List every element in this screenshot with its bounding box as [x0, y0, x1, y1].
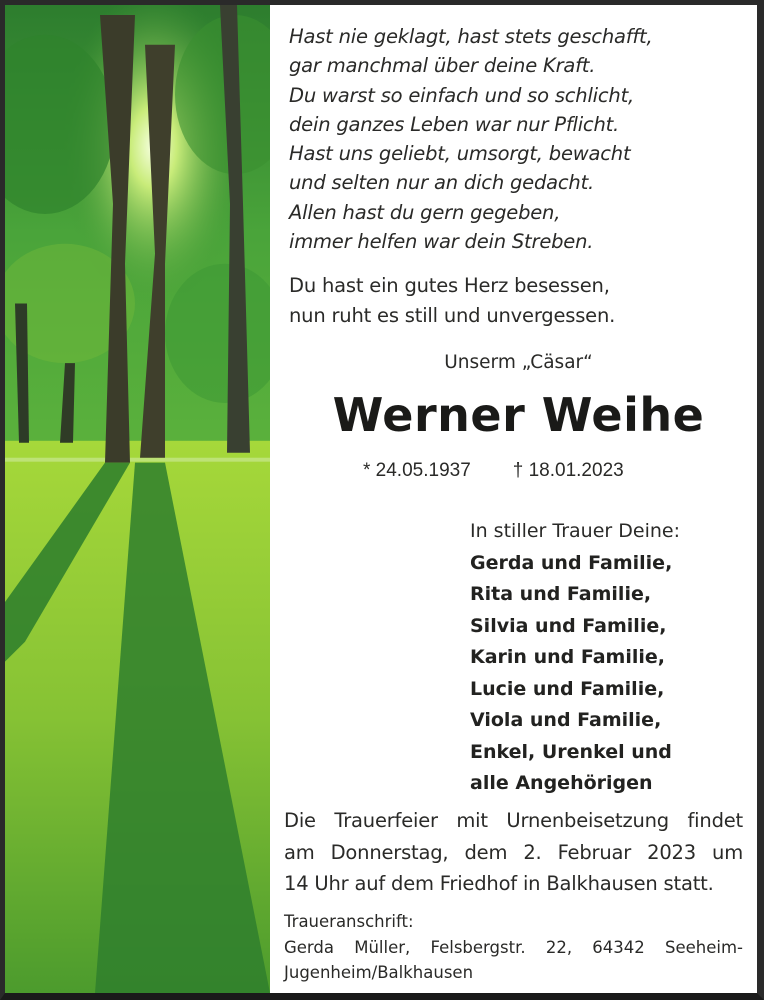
- address-line: Gerda Müller, Felsbergstr. 22, 64342 Seeheim-: [284, 937, 743, 957]
- mourner: Rita und Familie,: [470, 583, 652, 605]
- poem-line: Allen hast du gern gegeben,: [289, 200, 561, 224]
- poem: [289, 22, 653, 256]
- mourner: Gerda und Familie,: [470, 551, 673, 574]
- mourner: Lucie und Familie,: [470, 677, 665, 700]
- poem-line: dein ganzes Leben war nur Pflicht.: [289, 112, 620, 136]
- birth-date: * 24.05.1937: [363, 460, 471, 481]
- life-dates: [363, 460, 624, 482]
- mourner: alle Angehörigen: [470, 772, 653, 794]
- poem-line: und selten nur an dich gedacht.: [289, 171, 595, 195]
- mourner: Silvia und Familie,: [470, 614, 667, 637]
- mourner: Karin und Familie,: [470, 646, 665, 668]
- poem-line: Hast uns geliebt, umsorgt, bewacht: [289, 142, 631, 166]
- dedication: Unserm „Cäsar“: [444, 352, 593, 373]
- verse: [289, 271, 615, 330]
- address-label: Traueranschrift:: [284, 912, 414, 931]
- mourner: Viola und Familie,: [470, 709, 662, 731]
- mourners-list: [470, 516, 680, 800]
- deceased-name: Werner Weihe: [332, 388, 705, 442]
- address-line: Jugenheim/Balkhausen: [284, 963, 474, 982]
- condolence-address: [284, 909, 743, 986]
- park-trees-photo: [5, 5, 270, 993]
- service-line: Die Trauerfeier mit Urnenbeisetzung findet: [284, 809, 743, 832]
- poem-line: Du warst so einfach und so schlicht,: [289, 83, 635, 107]
- text-panel: [270, 5, 757, 993]
- verse-line: Du hast ein gutes Herz besessen,: [289, 274, 610, 297]
- poem-line: immer helfen war dein Streben.: [289, 230, 594, 254]
- service-line: am Donnerstag, dem 2. Februar 2023 um: [284, 840, 743, 864]
- poem-line: gar manchmal über deine Kraft.: [289, 54, 596, 78]
- poem-line: Hast nie geklagt, hast stets geschafft,: [289, 25, 653, 48]
- service-line: 14 Uhr auf dem Friedhof in Balkhausen statt.: [284, 872, 714, 895]
- death-date: † 18.01.2023: [512, 460, 624, 481]
- mourner: Enkel, Urenkel und: [470, 740, 672, 763]
- mourners-intro: In stiller Trauer Deine:: [470, 520, 680, 542]
- funeral-service-info: [284, 805, 743, 900]
- verse-line: nun ruht es still und unvergessen.: [289, 303, 616, 327]
